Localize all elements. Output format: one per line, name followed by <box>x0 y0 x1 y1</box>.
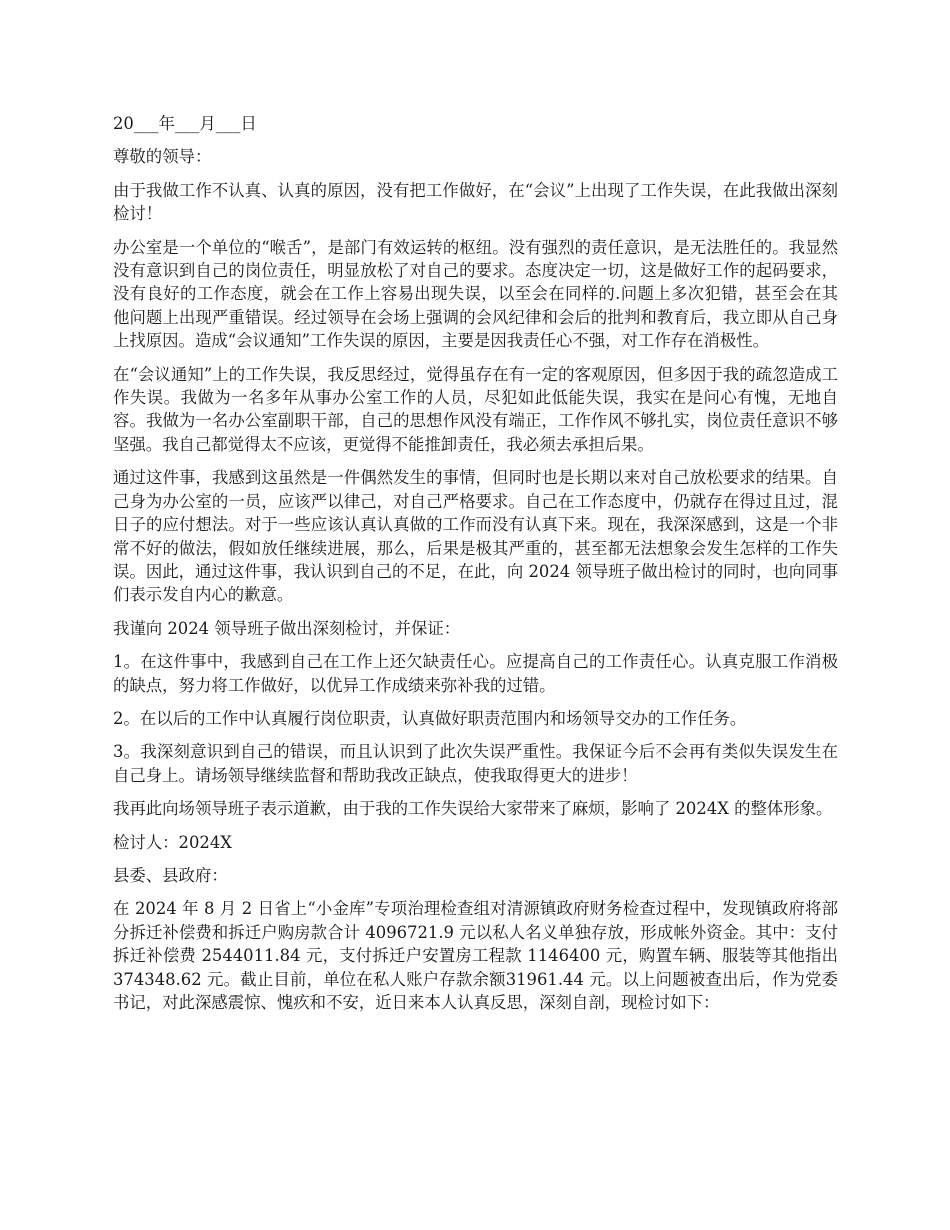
signature-line: 检讨人：2024X <box>113 832 232 852</box>
pledge-intro: 我谨向 2024 领导班子做出深刻检讨，并保证： <box>113 618 461 638</box>
pledge-item: 1。在这件事中，我感到自己在工作上还欠缺责任心。应提高自己的工作责任心。认真克服工作消极的缺点，努力将工作做好，以优异工作成绩来弥补我的过错。 <box>113 652 838 695</box>
body-paragraph: 通过这件事，我感到这虽然是一件偶然发生的事情，但同时也是长期以来对自己放松要求的结果。自己身为办公室的一员，应该严以律己，对自己严格要求。自己在工作态度中，仍就存在得过且过，混日子的应付想法。对于一些应该认真认真做的工作而没有认真下来。现在，我深深感到，这是一个非常不好的做法，假如放任继续进展，那么，后果是极其严重的，甚至都无法想象会发生怎样的工作失误。因此，通过这件事，我认识到自己的不足，在此，向 2024 领导班子做出检讨的同时，也向同事们表示发自内心的歉意。 <box>113 468 838 605</box>
intro-paragraph: 由于我做工作不认真、认真的原因，没有把工作做好，在“会议”上出现了工作失误，在此我做出深刻检讨！ <box>113 180 838 224</box>
pledge-item: 2。在以后的工作中认真履行岗位职责，认真做好职责范围内和场领导交办的工作任务。 <box>113 708 747 728</box>
apology-paragraph: 我再此向场领导班子表示道歉，由于我的工作失误给大家带来了麻烦，影响了 2024X 的整体形象。 <box>113 799 833 819</box>
body-paragraph: 在 2024 年 8 月 2 日省上“小金库”专项治理检查组对清源镇政府财务检查过程中，发现镇政府将部分拆迁补偿费和拆迁户购房款合计 4096721.9 元以私人名义单独存放，形成帐外资金。其中：支付拆迁补偿费 2544011.84 元，支付拆迁户安置房工程款 1146400 元，购置车辆、服装等其他指出 374348.62 元。截止目前，单位在私人账户存款余额31961.44 元。以上问题被查出后，作为党委书记，对此深感震惊、愧疚和不安，近日来本人认真反思，深刻自剖，现检讨如下： <box>113 899 838 1012</box>
second-salutation: 县委、县政府： <box>113 865 228 885</box>
body-paragraph: 办公室是一个单位的“喉舌”，是部门有效运转的枢纽。没有强烈的责任意识，是无法胜任的。我显然没有意识到自己的岗位责任，明显放松了对自己的要求。态度决定一切，这是做好工作的起码要求，没有良好的工作态度，就会在工作上容易出现失误，以至会在同样的.问题上多次犯错，甚至会在其他问题上出现严重错误。经过领导在会场上强调的会风纪律和会后的批判和教育后，我立即从自己身上找原因。造成“会议通知”工作失误的原因，主要是因我责任心不强，对工作存在消极性。 <box>113 237 838 351</box>
salutation: 尊敬的领导： <box>113 147 212 167</box>
document-page <box>113 112 838 1024</box>
date-line: 20___年___月___日 <box>113 114 257 133</box>
body-paragraph: 在“会议通知”上的工作失误，我反思经过，觉得虽存在有一定的客观原因，但多因于我的疏忽造成工作失误。我做为一名多年从事办公室工作的人员，尽犯如此低能失误，我实在是问心有愧，无地自容。我做为一名办公室副职干部，自己的思想作风没有端正，工作作风不够扎实，岗位责任意识不够坚强。我自己都觉得太不应该，更觉得不能推卸责任，我必须去承担后果。 <box>113 364 838 454</box>
pledge-item: 3。我深刻意识到自己的错误，而且认识到了此次失误严重性。我保证今后不会再有类似失误发生在自己身上。请场领导继续监督和帮助我改正缺点，使我取得更大的进步！ <box>113 742 838 785</box>
